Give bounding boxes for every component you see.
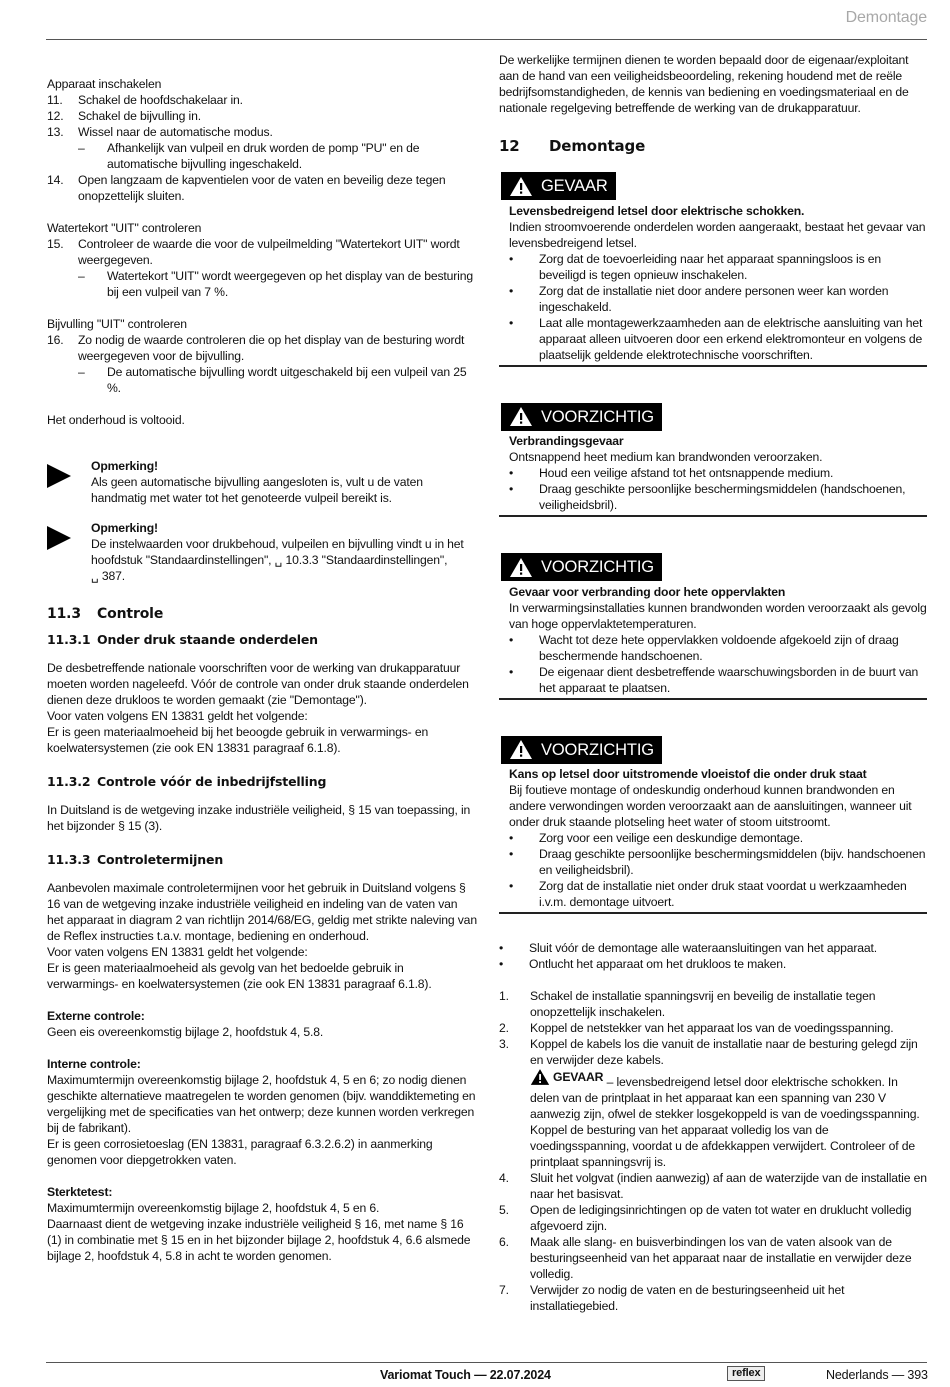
paragraph: Voor vaten volgens EN 13831 geldt het volgende: — [47, 709, 308, 723]
note-page-ref[interactable]: ␣ 387. — [91, 569, 125, 583]
caution-badge: VOORZICHTIG — [501, 736, 662, 764]
pre-bullet: • Sluit vóór de demontage alle wateraansluitingen van het apparaat. — [499, 941, 877, 955]
heading-11-3-1: 11.3.1 Onder druk staande onderdelen — [47, 632, 318, 647]
step-13: 13. Wissel naar de automatische modus. — [47, 125, 273, 139]
footer-language-page: Nederlands — 393 — [826, 1368, 928, 1382]
pre-bullet: • Ontlucht het apparaat om het drukloos te maken. — [499, 957, 787, 971]
step-12: 12. Schakel de bijvulling in. — [47, 109, 201, 123]
right-column — [499, 52, 927, 1314]
step-4: 4. Sluit het volgvat (indien aanwezig) af aan de waterzijde van de installatie en naar het basisvat. — [499, 1171, 927, 1201]
heading-11-3: 11.3 Controle — [47, 606, 164, 622]
paragraph: Er is geen materiaalmoeheid bij het beoogde gebruik in verwarmings- en koelwatersystemen (zie ook EN 13831 paragraaf 6.1.8). — [47, 725, 429, 755]
warning-triangle-icon — [530, 1068, 550, 1086]
warning-bullet: • De eigenaar dient desbetreffende waarschuwingsborden in de buurt van het apparaat te plaatsen. — [509, 664, 919, 695]
external-check-title: Externe controle: — [47, 1009, 145, 1023]
note-text: Als geen automatische bijvulling aangesloten is, vult u de vaten handmatig met water tot het genoteerde vulpeil bereikt is. — [91, 475, 423, 505]
warning-box-caution-3 — [499, 736, 927, 915]
caution-badge: VOORZICHTIG — [501, 553, 662, 581]
paragraph: Er is geen materiaalmoeheid als gevolg van het bedoelde gebruik in verwarmings- en koelwatersystemen (zie ook EN 13831 paragraaf 6.1.8). — [47, 961, 432, 991]
step-1: 1. Schakel de installatie spanningsvrij en beveilig de installatie tegen onopzettelijk inschakelen. — [499, 989, 876, 1019]
strength-test-text-2: Daarnaast dient de wetgeving inzake industriële veiligheid § 16, met name § 16 (1) in combinatie met § 15 en in het bijzonder bijlage 2, hoofdstuk 4, 6.6 alsmede bijlage 2, hoofdstuk 4, 5.8 in acht te worden genomen. — [47, 1217, 471, 1263]
left-column — [47, 76, 477, 1264]
arrow-icon — [47, 520, 91, 584]
warning-bullet: • Draag geschikte persoonlijke beschermingsmiddelen (bijv. handschoenen en veiligheidsbril). — [509, 847, 926, 877]
arrow-icon — [47, 458, 91, 506]
step-11: 11. Schakel de hoofdschakelaar in. — [47, 93, 243, 107]
warning-title: Kans op letsel door uitstromende vloeistof die onder druk staat — [509, 767, 867, 781]
heading-11-3-3: 11.3.3 Controletermijnen — [47, 852, 224, 867]
warning-text: Ontsnappend heet medium kan brandwonden veroorzaken. — [509, 450, 823, 464]
warning-triangle-icon — [509, 406, 533, 427]
section-title-switch-on: Apparaat inschakelen — [47, 77, 162, 91]
footer-product: Variomat Touch — 22.07.2024 — [380, 1368, 551, 1382]
inline-danger-label: GEVAAR — [530, 1068, 603, 1086]
warning-bullet: • Houd een veilige afstand tot het ontsnappende medium. — [509, 466, 834, 480]
step-6: 6. Maak alle slang- en buisverbindingen los van de vaten alsook van de besturingseenheid van het apparaat naar de installatie en verwijder deze volledig. — [499, 1235, 912, 1281]
warning-box-danger — [499, 172, 927, 367]
heading-12: 12 Demontage — [499, 137, 646, 155]
note-box-1 — [47, 458, 477, 506]
internal-check-title: Interne controle: — [47, 1057, 141, 1071]
header-divider — [46, 39, 927, 40]
note-title: Opmerking! — [91, 459, 158, 473]
step-15: 15. Controleer de waarde die voor de vulpeilmelding "Watertekort UIT" wordt weergegeven. — [47, 237, 460, 267]
paragraph: In Duitsland is de wetgeving inzake industriële veiligheid, § 15 van toepassing, in het bijzonder § 15 (3). — [47, 803, 471, 833]
warning-bullet: • Draag geschikte persoonlijke beschermingsmiddelen (handschoenen, veiligheidsbril). — [509, 482, 906, 512]
step-15-result: – Watertekort "UIT" wordt weergegeven op het display van de besturing bij een vulpeil van 7 %. — [78, 269, 474, 299]
header-title: Demontage — [845, 9, 927, 26]
internal-check-text: Maximumtermijn overeenkomstig bijlage 2, hoofdstuk 4, 5 en 6; zo nodig dienen geschikte alternatieve maatregelen te worden genomen (bijv. wanddiktemeting en vergelijking met de specificaties van het ontwerp; deze kunnen worden verkregen bij de fabrikant). — [47, 1073, 476, 1135]
intro-paragraph: De werkelijke termijnen dienen te worden bepaald door de eigenaar/exploitant aan de hand van een veiligheidsbeoordeling, rekening houdend met de reële bedrijfsomstandigheden, de kennis van bediening en voedingsmateriaal en de nationale regelgeving betreffende de werking van de drukapparatuur. — [499, 53, 909, 115]
paragraph: Aanbevolen maximale controletermijnen voor het gebruik in Duitsland volgens § 16 van de wetgeving inzake industriële veiligheid en indeling van de vaten van het apparaat in diagram 2 van richtlijn 2014/68/EG, geldig met strikte naleving van de Reflex instructies t.a.v. montage, bediening en onderhoud. — [47, 881, 477, 943]
warning-bullet: • Wacht tot deze hete oppervlakken voldoende afgekoeld zijn of draag beschermende handschoenen. — [509, 632, 899, 663]
internal-check-text-2: Er is geen corrosietoeslag (EN 13831, paragraaf 6.3.2.6.2) in aanmerking genomen voor diepgetrokken vaten. — [47, 1137, 433, 1167]
warning-text: Indien stroomvoerende onderdelen worden aangeraakt, bestaat het gevaar van levensbedreigend letsel. — [509, 219, 926, 250]
step-14: 14. Open langzaam de kapventielen voor de vaten en beveilig deze tegen onopzettelijk sluiten. — [47, 173, 446, 203]
section-title-refill-off: Bijvulling "UIT" controleren — [47, 317, 187, 331]
step-16: 16. Zo nodig de waarde controleren die op het display van de besturing wordt weergegeven voor de bijvulling. — [47, 333, 465, 363]
note-title: Opmerking! — [91, 521, 158, 535]
step-2: 2. Koppel de netstekker van het apparaat los van de voedingsspanning. — [499, 1021, 894, 1035]
warning-bullet: • Zorg voor een veilige een deskundige demontage. — [509, 831, 803, 845]
strength-test-title: Sterktetest: — [47, 1185, 113, 1199]
warning-title: Levensbedreigend letsel door elektrische schokken. — [509, 203, 805, 218]
warning-bullet: • Zorg dat de installatie niet door andere personen weer kan worden ingeschakeld. — [509, 283, 889, 314]
warning-triangle-icon — [509, 557, 533, 578]
strength-test-text: Maximumtermijn overeenkomstig bijlage 2, hoofdstuk 4, 5 en 6. — [47, 1201, 380, 1215]
note-text: De instelwaarden voor drukbehoud, vulpeilen en bijvulling vindt u in het hoofdstuk "Standaardinstellingen", ␣ 10.3.3 "Standaardinstellingen", — [91, 537, 464, 567]
warning-triangle-icon — [509, 739, 533, 760]
step-16-result: – De automatische bijvulling wordt uitgeschakeld bij een vulpeil van 25 %. — [78, 365, 467, 395]
caution-badge: VOORZICHTIG — [501, 403, 662, 431]
step-13-result: – Afhankelijk van vulpeil en druk worden de pomp "PU" en de automatische bijvulling ingeschakeld. — [78, 141, 420, 171]
external-check-text: Geen eis overeenkomstig bijlage 2, hoofdstuk 4, 5.8. — [47, 1025, 324, 1039]
paragraph: Voor vaten volgens EN 13831 geldt het volgende: — [47, 945, 308, 959]
heading-11-3-2: 11.3.2 Controle vóór de inbedrijfstelling — [47, 774, 327, 789]
warning-box-caution-1 — [499, 403, 927, 518]
brand-logo: reflex — [727, 1366, 765, 1381]
warning-triangle-icon — [509, 176, 533, 197]
footer-divider — [46, 1362, 927, 1363]
warning-title: Gevaar voor verbranding door hete oppervlakten — [509, 584, 786, 599]
paragraph: De desbetreffende nationale voorschriften voor de werking van drukapparatuur moeten worden nageleefd. Vóór de controle van onder druk staande onderdelen dienen deze drukloos te worden gemaakt (zie "Demontage"). — [47, 661, 469, 707]
danger-badge: GEVAAR — [501, 172, 616, 200]
step-3-danger: GEVAAR – levensbedreigend letsel door elektrische schokken. In delen van de printplaat in het apparaat kan een spanning van 230 V aanwezig zijn, ofwel de stekker losgekoppeld is van de voedingsspanning. Koppel de besturing van het apparaat volledig los van de voedingsspanning, voordat u de afdekkappen verwijdert. Controleer of de printplaat spanningsvrij is. — [530, 1070, 920, 1169]
step-5: 5. Open de ledigingsinrichtingen op de vaten tot water en druklucht volledig afgevoerd zijn. — [499, 1203, 912, 1233]
warning-title: Verbrandingsgevaar — [509, 434, 624, 448]
section-title-water-shortage: Watertekort "UIT" controleren — [47, 221, 202, 235]
warning-box-caution-2 — [499, 553, 927, 700]
warning-bullet: • Laat alle montagewerkzaamheden aan de elektrische aansluiting van het apparaat alleen uitvoeren door een erkend elektromonteur en volgens de plaatselijk geldende elektrotechnische voorschriften. — [509, 315, 923, 362]
maintenance-done: Het onderhoud is voltooid. — [47, 413, 185, 427]
note-box-2 — [47, 520, 477, 584]
warning-text: Bij foutieve montage of ondeskundig onderhoud kunnen brandwonden en andere verwondingen worden veroorzaakt aan de aansluitingen, wanneer uit onder druk staande plotseling heet water of stoom uitstroomt. — [509, 783, 912, 829]
step-7: 7. Verwijder zo nodig de vaten en de besturingseenheid uit het installatiegebied. — [499, 1283, 845, 1313]
warning-text: In verwarmingsinstallaties kunnen brandwonden worden veroorzaakt als gevolg van hoge oppervlaktetemperaturen. — [509, 600, 927, 631]
warning-bullet: • Zorg dat de installatie niet onder druk staat voordat u werkzaamheden i.v.m. demontage uitvoert. — [509, 879, 907, 909]
step-3: 3. Koppel de kabels los die vanuit de installatie naar de besturing gelegd zijn en verwijder deze kabels. — [499, 1037, 918, 1067]
warning-bullet: • Zorg dat de toevoerleiding naar het apparaat spanningsloos is en beveiligd is tegen opnieuw inschakelen. — [509, 251, 882, 282]
